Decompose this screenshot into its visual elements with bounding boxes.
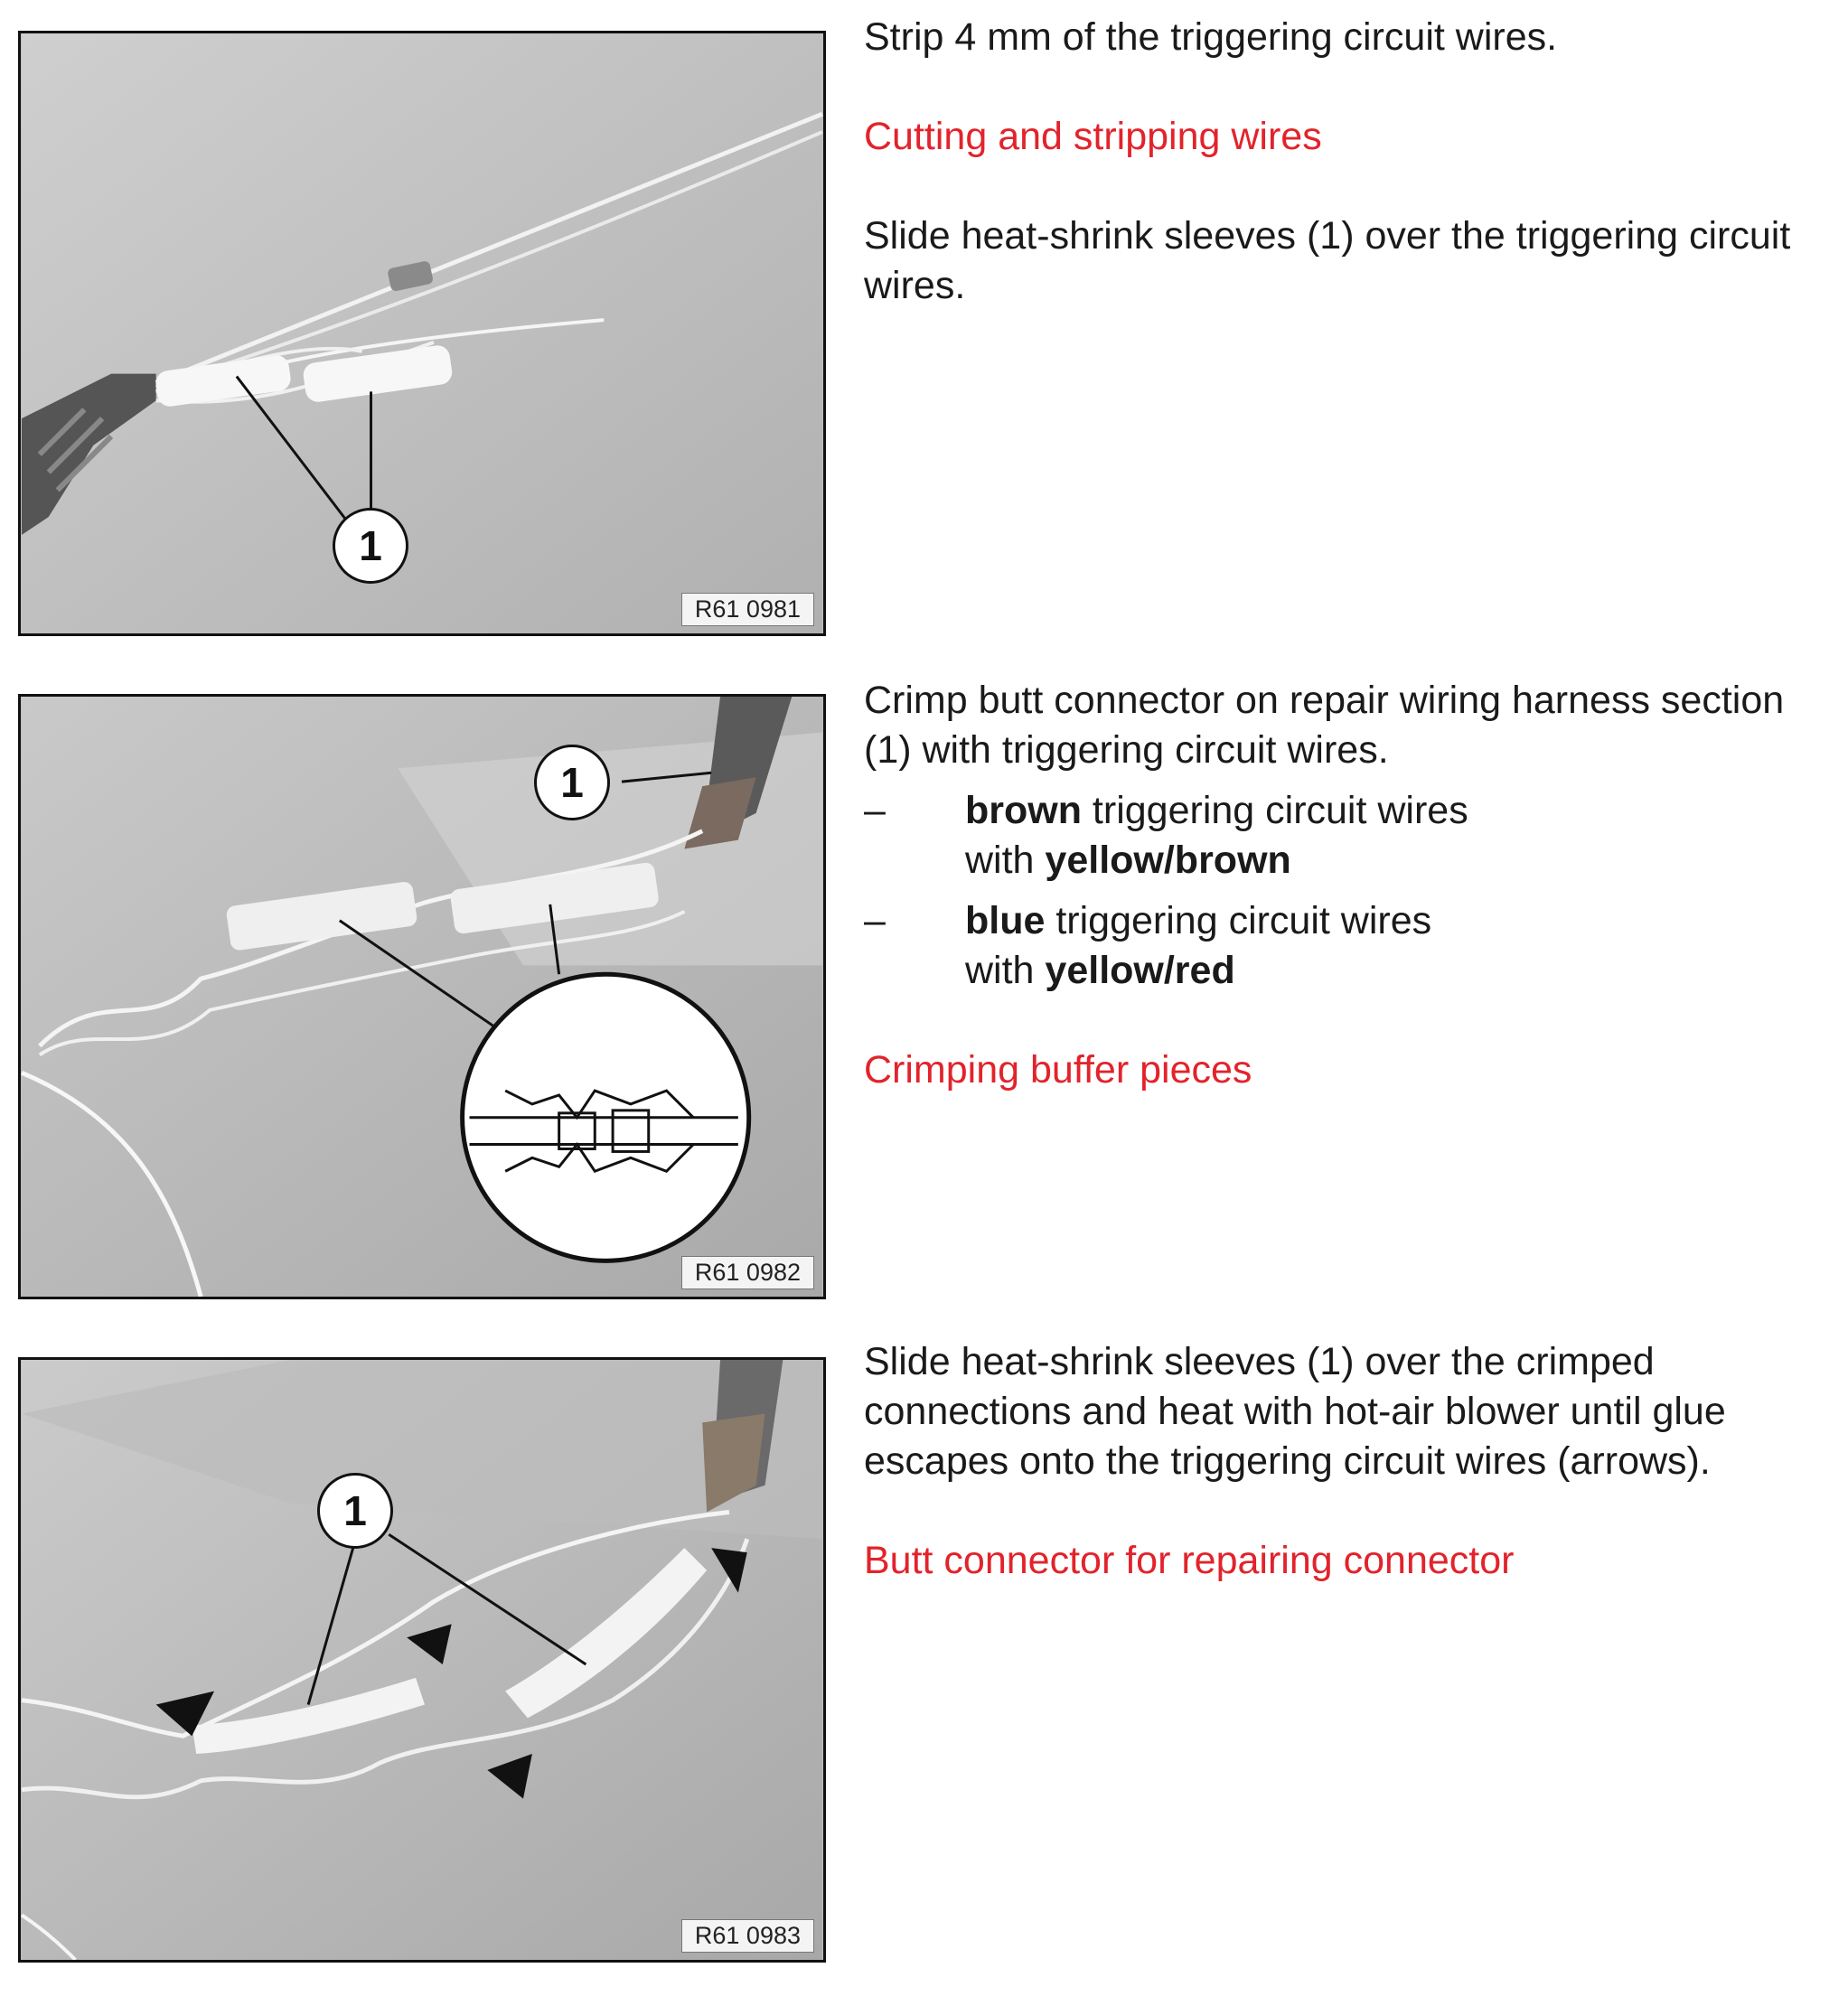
bullet-dash: – — [864, 789, 886, 832]
figure-id: R61 0983 — [681, 1919, 814, 1953]
wire-color: blue — [965, 899, 1046, 942]
step-1-text — [864, 13, 1831, 311]
bullet-dash: – — [864, 899, 886, 942]
instruction-text: Slide heat-shrink sleeves (1) over the crimped connections and heat with hot-air blower until glue escapes onto the triggering circuit wires (arrows). — [864, 1340, 1726, 1483]
wire-color: yellow/brown — [1045, 839, 1291, 882]
reference-link[interactable]: Crimping buffer pieces — [864, 1048, 1252, 1092]
heat-shrink-photo — [21, 1360, 823, 1960]
callout-1: 1 — [534, 745, 610, 820]
step-2-text — [864, 676, 1831, 1095]
bullet-text: with — [965, 949, 1046, 992]
instruction-text: Crimp butt connector on repair wiring harness section (1) with triggering circuit wires. — [864, 679, 1785, 772]
bullet-item — [864, 896, 1831, 996]
reference-link[interactable]: Butt connector for repairing connector — [864, 1539, 1515, 1582]
wires-sleeves-photo — [21, 33, 823, 633]
step-3-text — [864, 1337, 1831, 1586]
bullet-text: with — [965, 839, 1046, 882]
figure-id: R61 0981 — [681, 593, 814, 626]
wire-color: brown — [965, 789, 1082, 832]
instruction-text: Strip 4 mm of the triggering circuit wires. — [864, 15, 1558, 59]
figure-photo-3 — [18, 1357, 826, 1963]
reference-link[interactable]: Cutting and stripping wires — [864, 115, 1322, 158]
callout-1: 1 — [333, 508, 408, 584]
bullet-text: triggering circuit wires — [1045, 899, 1432, 942]
callout-1: 1 — [317, 1473, 393, 1549]
figure-id: R61 0982 — [681, 1256, 814, 1289]
figure-photo-1 — [18, 31, 826, 636]
crimp-connector-photo — [21, 697, 823, 1297]
bullet-text: triggering circuit wires — [1081, 789, 1468, 832]
figure-photo-2 — [18, 694, 826, 1299]
bullet-item — [864, 786, 1831, 886]
instruction-text: Slide heat-shrink sleeves (1) over the triggering circuit wires. — [864, 214, 1791, 307]
wire-color: yellow/red — [1045, 949, 1235, 992]
